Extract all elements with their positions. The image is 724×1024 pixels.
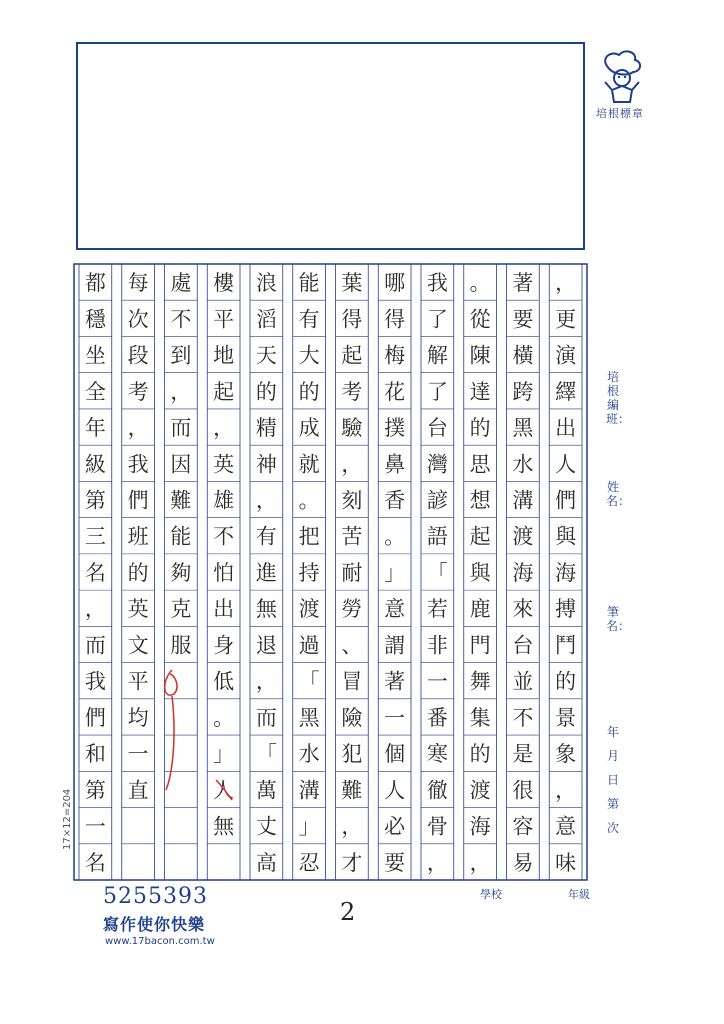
essay-char: 犯 xyxy=(341,742,363,767)
essay-char: ， xyxy=(341,814,363,839)
essay-char: 骨 xyxy=(426,814,448,839)
essay-char: 得 xyxy=(384,307,406,332)
essay-char: 考 xyxy=(127,379,149,404)
essay-char: 若 xyxy=(426,597,448,622)
essay-char: ， xyxy=(555,778,577,803)
essay-char: 全 xyxy=(84,379,106,404)
essay-char: 門 xyxy=(469,633,491,658)
essay-char: 丈 xyxy=(255,814,277,839)
essay-char: 名 xyxy=(84,560,106,585)
essay-char: 的 xyxy=(298,379,320,404)
essay-char: 險 xyxy=(341,705,363,730)
essay-char: 花 xyxy=(384,379,406,404)
essay-char: 易 xyxy=(512,850,534,875)
essay-char: 語 xyxy=(426,524,448,549)
essay-char: 驗 xyxy=(341,416,363,441)
essay-char: 耐 xyxy=(341,560,363,585)
essay-char: 段 xyxy=(127,343,149,368)
essay-char: 處 xyxy=(170,271,192,296)
essay-char: 們 xyxy=(555,488,577,513)
essay-char: 神 xyxy=(255,452,277,477)
essay-char: 溝 xyxy=(298,778,320,803)
grid-count-label: 17×12=204 xyxy=(62,788,73,850)
essay-char: 因 xyxy=(170,452,192,477)
essay-char: 能 xyxy=(298,271,320,296)
essay-char: 繹 xyxy=(555,379,577,404)
essay-char: 身 xyxy=(213,633,235,658)
essay-char: 均 xyxy=(127,705,149,730)
essay-char: 一 xyxy=(426,669,448,694)
essay-char: 文 xyxy=(127,633,149,658)
essay-char: 了 xyxy=(426,379,448,404)
essay-char: 想 xyxy=(469,488,491,513)
school-label: 學校 xyxy=(480,888,502,901)
essay-char: 非 xyxy=(426,633,448,658)
essay-char: 低 xyxy=(213,669,235,694)
essay-char: 苦 xyxy=(341,524,363,549)
essay-char: 必 xyxy=(384,814,406,839)
essay-char: 寒 xyxy=(426,742,448,767)
essay-char: 的 xyxy=(469,416,491,441)
essay-char: 意 xyxy=(384,597,406,622)
essay-char: 海 xyxy=(469,814,491,839)
essay-char: 並 xyxy=(512,669,534,694)
essay-char: 」 xyxy=(384,560,406,585)
essay-char: ， xyxy=(127,416,149,441)
essay-char: 起 xyxy=(469,524,491,549)
essay-char: 「 xyxy=(298,669,320,694)
essay-char: 無 xyxy=(255,597,277,622)
essay-char: 達 xyxy=(469,379,491,404)
essay-char: 高 xyxy=(255,850,277,875)
essay-char: 橫 xyxy=(512,343,534,368)
essay-char: 渡 xyxy=(298,597,320,622)
essay-char: 梅 xyxy=(384,343,406,368)
grade-label: 年級 xyxy=(568,888,590,901)
essay-char: 平 xyxy=(127,669,149,694)
essay-char: 班 xyxy=(127,524,149,549)
essay-char: 天 xyxy=(255,343,277,368)
essay-char: 番 xyxy=(426,705,448,730)
essay-char: 難 xyxy=(341,778,363,803)
essay-char: 一 xyxy=(127,742,149,767)
essay-char: 都 xyxy=(84,271,106,296)
essay-char: 而 xyxy=(255,705,277,730)
essay-char: 有 xyxy=(255,524,277,549)
essay-char: ， xyxy=(255,488,277,513)
essay-char: 與 xyxy=(469,560,491,585)
essay-char: 起 xyxy=(213,379,235,404)
essay-char: 。 xyxy=(213,705,235,730)
essay-char: ， xyxy=(213,416,235,441)
essay-char: 台 xyxy=(426,416,448,441)
essay-char: 浪 xyxy=(255,271,277,296)
essay-char: 的 xyxy=(127,560,149,585)
essay-char: 到 xyxy=(170,343,192,368)
essay-char: ， xyxy=(426,850,448,875)
essay-char: 英 xyxy=(213,452,235,477)
essay-char: 渡 xyxy=(512,524,534,549)
essay-char: 而 xyxy=(170,416,192,441)
essay-char: 刻 xyxy=(341,488,363,513)
essay-char: 考 xyxy=(341,379,363,404)
essay-char: 精 xyxy=(255,416,277,441)
essay-char: 葉 xyxy=(341,271,363,296)
essay-char: 和 xyxy=(84,742,106,767)
essay-char: 的 xyxy=(555,669,577,694)
essay-char: 哪 xyxy=(384,271,406,296)
essay-char: 退 xyxy=(255,633,277,658)
essay-char: 要 xyxy=(512,307,534,332)
essay-char: 容 xyxy=(512,814,534,839)
essay-char: 集 xyxy=(469,705,491,730)
essay-char: 著 xyxy=(512,271,534,296)
essay-char: 無 xyxy=(213,814,235,839)
essay-char: 撲 xyxy=(384,416,406,441)
essay-char: 過 xyxy=(298,633,320,658)
essay-char: 不 xyxy=(213,524,235,549)
essay-char: 能 xyxy=(170,524,192,549)
essay-char: 我 xyxy=(426,271,448,296)
essay-char: 人 xyxy=(555,452,577,477)
essay-char: 海 xyxy=(512,560,534,585)
essay-char: 灣 xyxy=(426,452,448,477)
essay-char: 我 xyxy=(84,669,106,694)
essay-char: 台 xyxy=(512,633,534,658)
essay-char: 象 xyxy=(555,742,577,767)
essay-char: 「 xyxy=(426,560,448,585)
essay-char: 一 xyxy=(384,705,406,730)
essay-char: 謂 xyxy=(384,633,406,658)
essay-char: 演 xyxy=(555,343,577,368)
essay-char: 地 xyxy=(213,343,235,368)
essay-char: 勞 xyxy=(341,597,363,622)
essay-char: 服 xyxy=(170,633,192,658)
essay-char: 三 xyxy=(84,524,106,549)
essay-char: 滔 xyxy=(255,307,277,332)
essay-char: 渡 xyxy=(469,778,491,803)
essay-char: 才 xyxy=(341,850,363,875)
essay-char: 黑 xyxy=(298,705,320,730)
logo-caption: 培根標章 xyxy=(596,107,644,120)
essay-char: 徹 xyxy=(426,778,448,803)
essay-char: 意 xyxy=(555,814,577,839)
penname-label: 筆名： xyxy=(606,605,631,633)
essay-char: 很 xyxy=(512,778,534,803)
essay-char: 坐 xyxy=(84,343,106,368)
essay-char: 持 xyxy=(298,560,320,585)
essay-char: 級 xyxy=(84,452,106,477)
essay-char: ， xyxy=(469,850,491,875)
essay-char: 了 xyxy=(426,307,448,332)
essay-char: 與 xyxy=(555,524,577,549)
essay-char: 鬥 xyxy=(555,633,577,658)
essay-char: 不 xyxy=(170,307,192,332)
essay-char: 次 xyxy=(127,307,149,332)
essay-char: 得 xyxy=(341,307,363,332)
essay-char: 是 xyxy=(512,742,534,767)
essay-char: 第 xyxy=(84,778,106,803)
essay-char: 難 xyxy=(170,488,192,513)
essay-char: 跨 xyxy=(512,379,534,404)
essay-char: 人 xyxy=(384,778,406,803)
essay-char: 而 xyxy=(84,633,106,658)
essay-char: 、 xyxy=(341,633,363,658)
essay-char: 們 xyxy=(127,488,149,513)
essay-char: 成 xyxy=(298,416,320,441)
essay-char: 不 xyxy=(512,705,534,730)
essay-char: 樓 xyxy=(213,271,235,296)
essay-char: 舞 xyxy=(469,669,491,694)
essay-char: 出 xyxy=(555,416,577,441)
essay-char: 香 xyxy=(384,488,406,513)
essay-char: 「 xyxy=(255,742,277,767)
essay-char: 諺 xyxy=(426,488,448,513)
essay-char: 水 xyxy=(298,742,320,767)
essay-char: 更 xyxy=(555,307,577,332)
date-label: 年月日第次 xyxy=(606,725,619,835)
essay-char: 人 xyxy=(213,778,235,803)
essay-char: 味 xyxy=(555,850,577,875)
essay-char: 個 xyxy=(384,742,406,767)
essay-char: 一 xyxy=(84,814,106,839)
essay-char: 年 xyxy=(84,416,106,441)
page-number: 2 xyxy=(340,898,356,926)
essay-char: 的 xyxy=(469,742,491,767)
name-label: 姓名： xyxy=(606,480,631,508)
slogan: 寫作使你快樂 xyxy=(103,915,206,934)
essay-char: 進 xyxy=(255,560,277,585)
essay-char: 忍 xyxy=(298,850,320,875)
essay-char: ， xyxy=(255,669,277,694)
essay-char: 鼻 xyxy=(384,452,406,477)
essay-char: 夠 xyxy=(170,560,192,585)
essay-char: 怕 xyxy=(213,560,235,585)
essay-char: ， xyxy=(84,597,106,622)
essay-char: ， xyxy=(341,452,363,477)
essay-char: 。 xyxy=(384,524,406,549)
essay-char: 水 xyxy=(512,452,534,477)
essay-char: 要 xyxy=(384,850,406,875)
essay-char: 搏 xyxy=(555,597,577,622)
essay-char: 直 xyxy=(127,778,149,803)
essay-char: 溝 xyxy=(512,488,534,513)
essay-char: 黑 xyxy=(512,416,534,441)
essay-char: 海 xyxy=(555,560,577,585)
essay-char: 名 xyxy=(84,850,106,875)
phone-number: 5255393 xyxy=(103,884,208,909)
essay-char: 著 xyxy=(384,669,406,694)
essay-char: 從 xyxy=(469,307,491,332)
essay-char: 第 xyxy=(84,488,106,513)
essay-char: 起 xyxy=(341,343,363,368)
essay-char: 。 xyxy=(298,488,320,513)
essay-char: 把 xyxy=(298,524,320,549)
essay-char: 大 xyxy=(298,343,320,368)
essay-char: 每 xyxy=(127,271,149,296)
essay-char: 平 xyxy=(213,307,235,332)
essay-char: 陳 xyxy=(469,343,491,368)
essay-char: 萬 xyxy=(255,778,277,803)
essay-char: 解 xyxy=(426,343,448,368)
essay-char: 雄 xyxy=(213,488,235,513)
essay-char: 的 xyxy=(255,379,277,404)
website-link[interactable]: www.17bacon.com.tw xyxy=(105,936,215,947)
essay-char: ， xyxy=(555,271,577,296)
essay-char: 們 xyxy=(84,705,106,730)
essay-char: 出 xyxy=(213,597,235,622)
essay-char: 有 xyxy=(298,307,320,332)
essay-char: 穩 xyxy=(84,307,106,332)
essay-char: 。 xyxy=(469,271,491,296)
essay-char: 克 xyxy=(170,597,192,622)
essay-char: 英 xyxy=(127,597,149,622)
essay-char: 冒 xyxy=(341,669,363,694)
essay-char: 景 xyxy=(555,705,577,730)
essay-char: ， xyxy=(170,379,192,404)
essay-char: 鹿 xyxy=(469,597,491,622)
essay-char: 我 xyxy=(127,452,149,477)
essay-char: 」 xyxy=(298,814,320,839)
red-correction-mark xyxy=(150,640,240,820)
class-label: 培根編班： xyxy=(606,370,631,426)
essay-char: 就 xyxy=(298,452,320,477)
essay-char: 思 xyxy=(469,452,491,477)
essay-char: 來 xyxy=(512,597,534,622)
essay-char: 」 xyxy=(213,742,235,767)
